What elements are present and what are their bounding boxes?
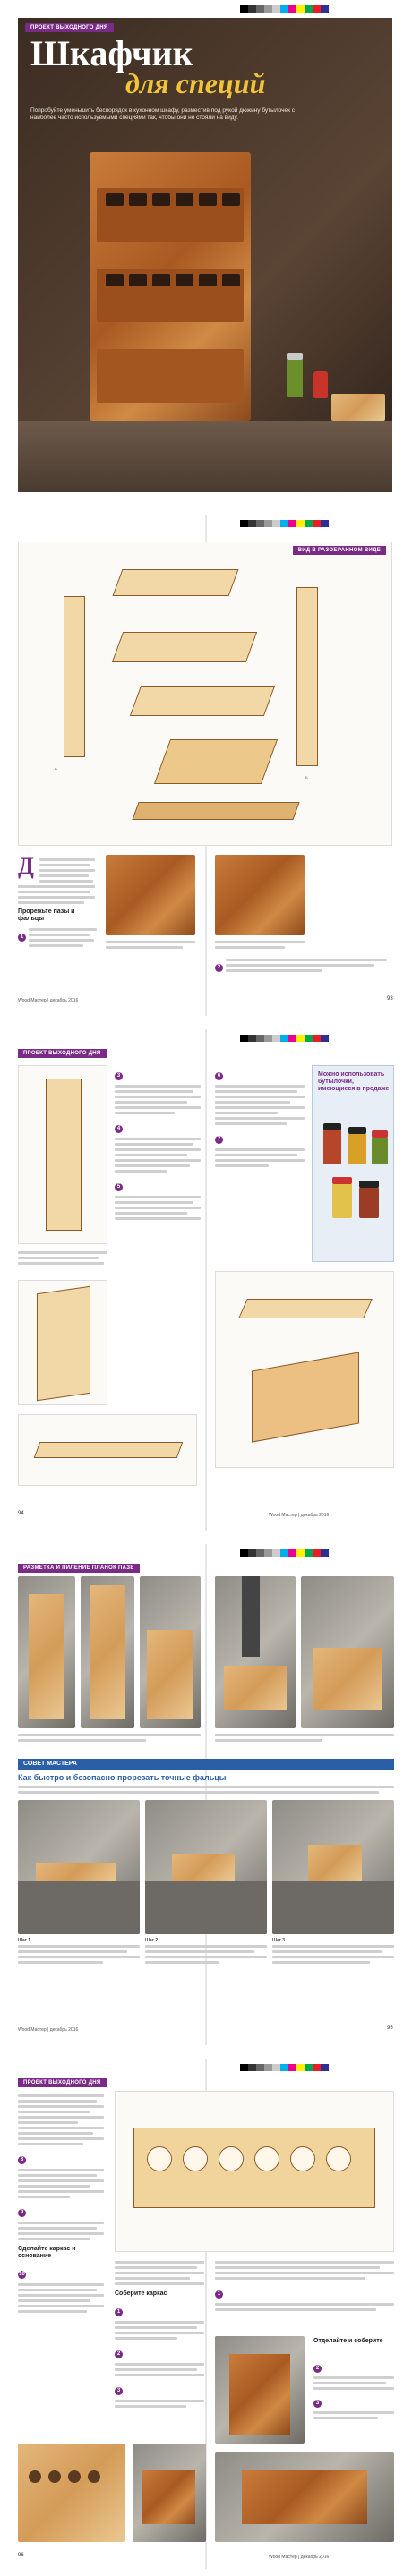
page-title-line1: Шкафчик [30, 33, 193, 73]
photo-drilled-strip [18, 2444, 125, 2542]
master-tip-band [18, 1759, 394, 1770]
photo-sanding [301, 1576, 394, 1728]
page-5 [0, 2059, 412, 2569]
section-tab: ПРОЕКТ ВЫХОДНОГО ДНЯ [18, 1049, 107, 1058]
photo-layout-1 [18, 1576, 75, 1728]
photo-drill-press [215, 1576, 296, 1728]
step-number: 1 [215, 2290, 223, 2299]
drop-cap: Д [18, 853, 34, 879]
page-1 [0, 0, 412, 501]
step-number: 1 [115, 2308, 123, 2316]
step-number: 3 [313, 2400, 322, 2408]
tip-step-label: Шаг 3. [272, 1938, 287, 1943]
tip-photo-3 [272, 1800, 394, 1934]
rail-drawing [18, 1414, 197, 1486]
photo-finish-2 [215, 2452, 394, 2542]
page-2 [0, 515, 412, 1016]
page-4 [0, 1544, 412, 2045]
article-body-text [39, 858, 95, 885]
step-number: 10 [19, 2272, 25, 2277]
step-number: 2 [313, 2365, 322, 2373]
step-number: 4 [115, 1125, 123, 1133]
drawer-box-photo [106, 855, 195, 935]
section-heading: Отделайте и соберите [313, 2338, 383, 2344]
step-number: 3 [115, 2387, 123, 2395]
cabinet-side-photo [215, 855, 305, 935]
section-tab: ПРОЕКТ ВЫХОДНОГО ДНЯ [18, 2078, 107, 2087]
page-footer: Wood Мастер | декабрь 2016 [269, 1513, 330, 1518]
spice-cabinet-photo [90, 152, 251, 421]
intro-text: Попробуйте уменьшить беспорядок в кухонном шкафу, разместив под рукой дюжину бутылочек с наиболее часто используемыми специями так, чтобы они не стояли на виду. [30, 107, 296, 121]
section-tab: РАЗМЕТКА И ПИЛЕНИЕ ПЛАНОК ПАЗЕ [18, 1564, 140, 1573]
page-number: 93 [387, 996, 393, 1002]
tip-step-label: Шаг 1. [18, 1938, 32, 1943]
page-footer: Wood Мастер | декабрь 2016 [18, 998, 79, 1003]
step-number: 2 [115, 2350, 123, 2358]
section-heading: Соберите каркас [115, 2290, 167, 2297]
diagram-tab: ВИД В РАЗОБРАННОМ ВИДЕ [293, 546, 386, 555]
step-number: 3 [115, 1072, 123, 1080]
side-panel-drawing [18, 1065, 107, 1244]
page-number: 96 [18, 2553, 24, 2558]
photo-finish-1 [215, 2336, 305, 2444]
color-bar [240, 5, 329, 13]
step-number: 5 [115, 1183, 123, 1191]
tip-photo-2 [145, 1800, 267, 1934]
step-number: 9 [18, 2209, 26, 2217]
step-number: 2 [215, 964, 223, 972]
photo-clamping [133, 2444, 206, 2542]
step-number: 8 [18, 2156, 26, 2164]
tip-heading: Как быстро и безопасно прорезать точные фальцы [18, 1773, 227, 1782]
step-number: 1 [18, 934, 26, 942]
step-number: 7 [215, 1136, 223, 1144]
step-number: 6 [215, 1072, 223, 1080]
page-footer: Wood Мастер | декабрь 2016 [269, 2555, 330, 2560]
shelf-assembly-drawing [215, 1271, 394, 1468]
hero-photo [18, 18, 392, 492]
page-number: 95 [387, 2026, 393, 2031]
callout-title: Можно использовать бутылочки, имеющиеся в продаже [318, 1071, 390, 1092]
photo-layout-2 [81, 1576, 134, 1728]
section-heading: Прорежьте пазы и фальцы [18, 908, 75, 922]
section-heading: Сделайте каркас и основание [18, 2246, 76, 2259]
photo-layout-3 [140, 1576, 201, 1728]
page-footer: Wood Мастер | декабрь 2016 [18, 2027, 79, 2033]
tip-photo-1 [18, 1800, 140, 1934]
page-number: 94 [18, 1511, 24, 1516]
hole-layout-drawing [115, 2091, 394, 2252]
tip-step-label: Шаг 2. [145, 1938, 159, 1943]
page-title-line2: для специй [125, 67, 266, 99]
master-tip-title: СОВЕТ МАСТЕРА [23, 1761, 77, 1767]
section-tab: ПРОЕКТ ВЫХОДНОГО ДНЯ [25, 23, 114, 32]
front-drawing [18, 1280, 107, 1405]
callout-box [312, 1065, 394, 1262]
page-3 [0, 1029, 412, 1531]
exploded-view-drawing: ВИД В РАЗОБРАННОМ ВИДЕ А Б [18, 542, 392, 846]
